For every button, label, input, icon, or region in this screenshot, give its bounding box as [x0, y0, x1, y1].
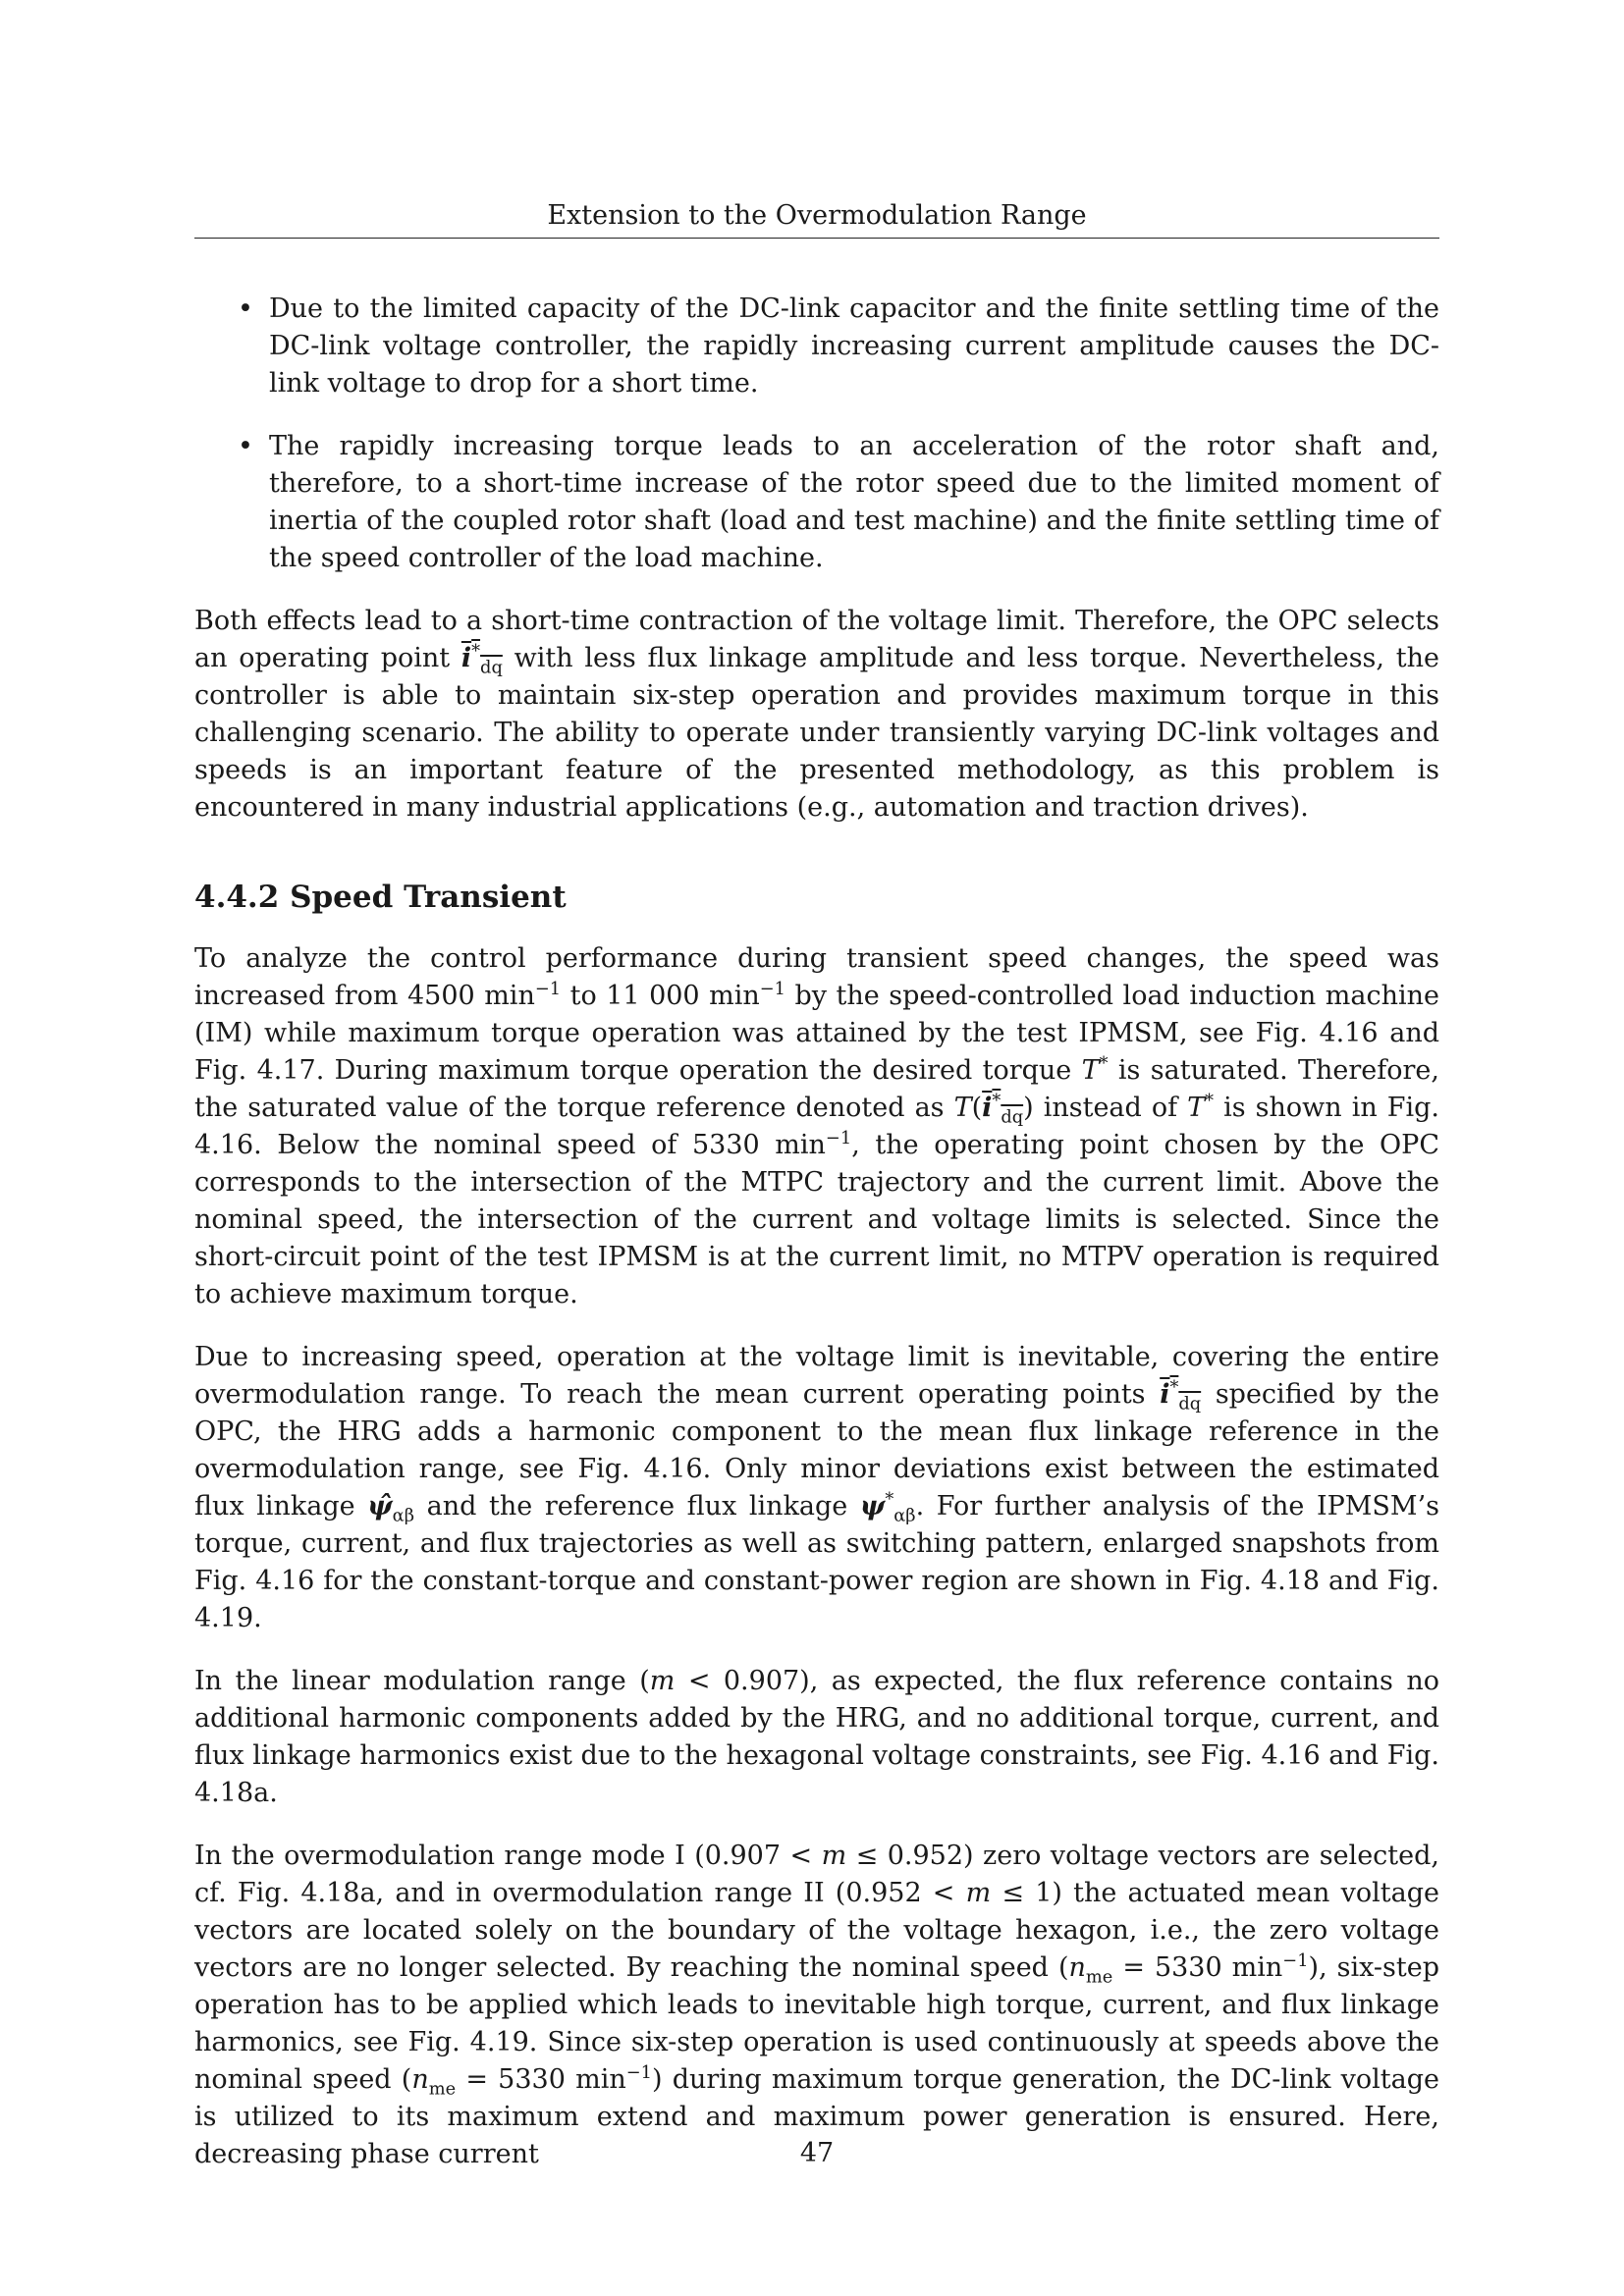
- running-header: Extension to the Overmodulation Range: [547, 200, 1087, 231]
- paragraph: In the linear modulation range (m < 0.907), as expected, the flux reference contains no additional harmonic components added by the HRG, and no additional torque, current, and flux linkage harmonics exist due to the hexagonal voltage constraints, see Fig. 4.16 and Fig. 4.18a.: [194, 1666, 1439, 1808]
- header-rule: [194, 238, 1439, 239]
- list-item: • The rapidly increasing torque leads to an acceleration of the rotor shaft and, therefore, to a short-time increase of the rotor speed due to the limited moment of inertia of the coupled rotor shaft (load and test machine) and the finite settling time of the speed controller of the load machine.: [194, 428, 1439, 577]
- bullet-icon: •: [238, 431, 253, 461]
- math-idq-ref: $i^*_{dq}$: [460, 641, 503, 678]
- paragraph: Due to increasing speed, operation at the voltage limit is inevitable, covering the entire overmodulation range. To reach the mean current operating points $i^*_{dq}$ specified by the OPC, the HRG adds a harmonic component to the mean flux linkage reference in the overmodulation range, see Fig. 4.16. Only minor deviations exist between the estimated flux linkage $\psî_{\alpha\beta}$ and the reference flux linkage $\psi^*_{\alpha\beta}$. For further analysis of the IPMSM’s torque, current, and flux trajectories as well as switching pattern, enlarged snapshots from Fig. 4.16 for the constant-torque and constant-power region are shown in Fig. 4.18 and Fig. 4.19.: [194, 1342, 1440, 1633]
- bullet-list: [194, 291, 1439, 577]
- math-idq-ref: $i^*_{dq}$: [982, 1091, 1024, 1128]
- paragraph: To analyze the control performance during transient speed changes, the speed was increased from 4500 $\min^{-1}$ to 11 000 $\min^{-1}$ by the speed-controlled load induction machine (IM) while maximum torque operation was attained by the test IPMSM, see Fig. 4.16 and Fig. 4.17. During maximum torque operation the desired torque T* is saturated. Therefore, the saturated value of the torque reference denoted as $T(i^*_{dq})$ instead of T* is shown in Fig. 4.16. Below the nominal speed of 5330 $\min^{-1}$, the operating point chosen by the OPC corresponds to the intersection of the MTPC trajectory and the current limit. Above the nominal speed, the intersection of the current and voltage limits is selected. Since the short-circuit point of the test IPMSM is at the current limit, no MTPV operation is required to achieve maximum torque.: [194, 943, 1439, 1309]
- page-number: 47: [799, 2138, 835, 2168]
- math-idq-ref: $i^*_{dq}$: [1160, 1377, 1202, 1415]
- list-item: • Due to the limited capacity of the DC-link capacitor and the finite settling time of the DC-link voltage controller, the rapidly increasing current amplitude causes the DC-link voltage to drop for a short time.: [194, 291, 1439, 402]
- paragraph: Both effects lead to a short-time contraction of the voltage limit. Therefore, the OPC selects an operating point $i^*_{dq}$ with less flux linkage amplitude and less torque. Nevertheless, the controller is able to maintain six-step operation and provides maximum torque in this challenging scenario. The ability to operate under transiently varying DC-link voltages and speeds is an important feature of the presented methodology, as this problem is encountered in many industrial applications (e.g., automation and traction drives).: [194, 606, 1439, 823]
- bullet-icon: •: [238, 294, 253, 324]
- body-text: [194, 291, 1439, 2199]
- section-heading: 4.4.2 Speed Transient: [194, 880, 567, 915]
- paragraph: In the overmodulation range mode I (0.907 < m ≤ 0.952) zero voltage vectors are selected, cf. Fig. 4.18a, and in overmodulation range II (0.952 < m ≤ 1) the actuated mean voltage vectors are located solely on the boundary of the voltage hexagon, i.e., the zero voltage vectors are no longer selected. By reaching the nominal speed ($n_{me} = 5330$ $\min^{-1}$), six-step operation has to be applied which leads to inevitable high torque, current, and flux linkage harmonics, see Fig. 4.19. Since six-step operation is used continuously at speeds above the nominal speed ($n_{me} = 5330$ $\min^{-1}$) during maximum torque generation, the DC-link voltage is utilized to its maximum extend and maximum power generation is ensured. Here, decreasing phase current: [194, 1841, 1439, 2169]
